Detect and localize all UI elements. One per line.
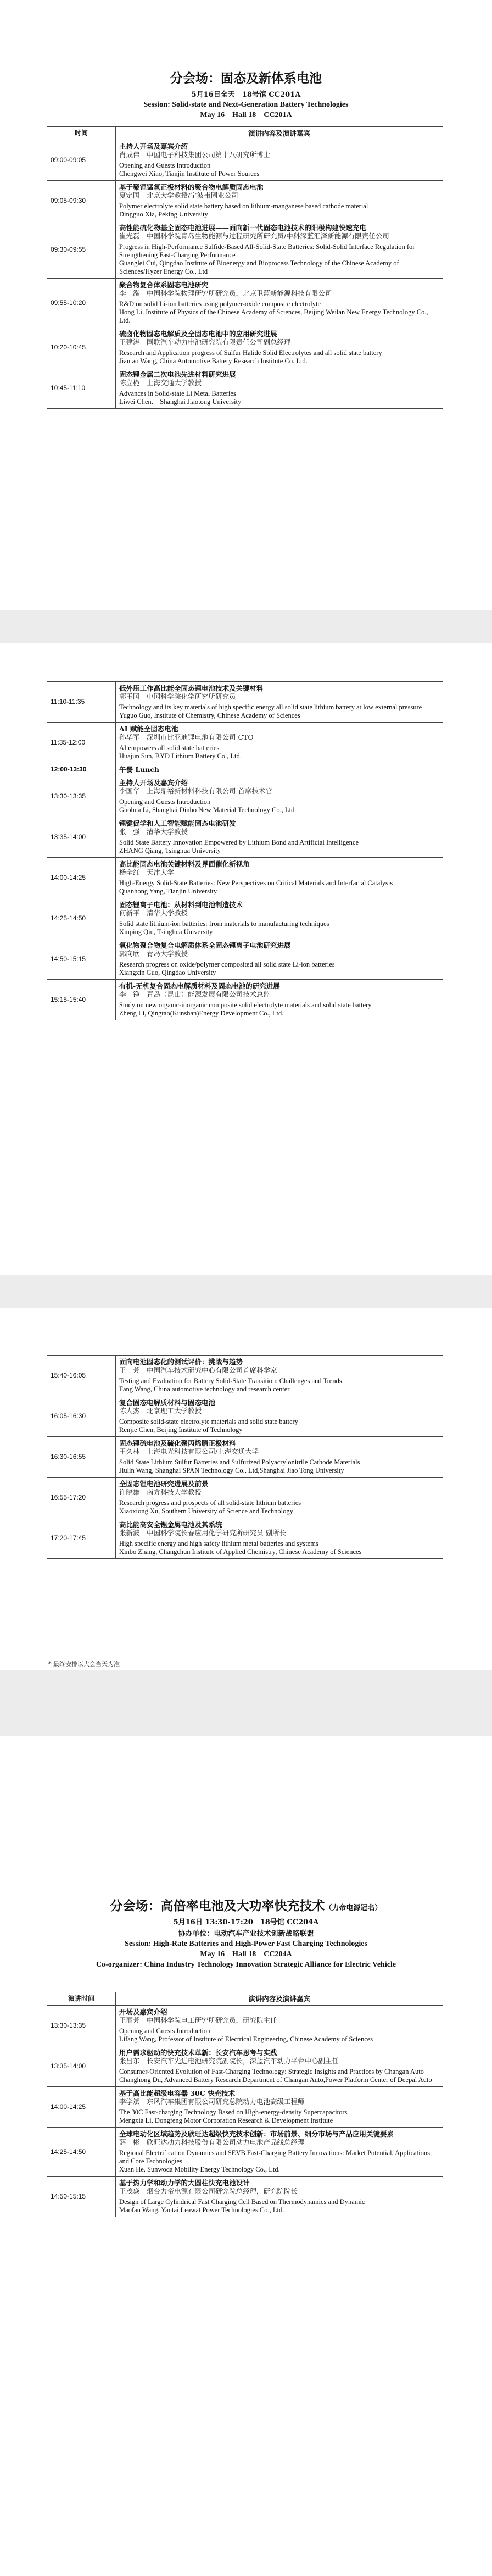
session1-date-en: May 16 Hall 18 CC201A bbox=[200, 111, 292, 119]
speaker-en: ZHANG Qiang, Tsinghua University bbox=[119, 847, 221, 854]
session-topic bbox=[116, 140, 443, 181]
page-1 bbox=[0, 0, 492, 610]
speaker-cn: 薛 彬 欣旺达动力科技股份有限公司动力电池产品线总经理 bbox=[119, 2138, 305, 2146]
talk-title-cn: 锂键促学和人工智能赋能固态电池研发 bbox=[119, 819, 236, 828]
session-topic bbox=[116, 327, 443, 368]
table-row bbox=[47, 2006, 443, 2046]
talk-en-block bbox=[119, 1540, 439, 1556]
talk-en-block bbox=[119, 2149, 439, 2174]
talk-title-cn: 基于高比能超级电容器 30C 快充技术 bbox=[119, 2089, 236, 2097]
session1-title-en: Session: Solid-state and Next-Generation Battery Technologies bbox=[143, 101, 349, 109]
session-time: 09:05-09:30 bbox=[47, 181, 116, 221]
table-row bbox=[47, 1518, 443, 1559]
session-topic bbox=[116, 817, 443, 858]
talk-title-cn: 高比能固态电池关键材料及界面催化新视角 bbox=[119, 860, 250, 868]
talk-en-block bbox=[119, 243, 439, 276]
talk-title-en: Opening and Guests Introduction bbox=[119, 798, 211, 806]
table-row bbox=[47, 1478, 443, 1518]
session-time: 13:30-13:35 bbox=[47, 2006, 116, 2046]
speaker-en: Xiangxin Guo, Qingdao University bbox=[119, 969, 216, 976]
table-row bbox=[47, 776, 443, 817]
talk-title-en: R&D on solid Li-ion batteries using polymer-oxide composite electrolyte bbox=[119, 300, 321, 308]
session-time: 13:35-14:00 bbox=[47, 817, 116, 858]
session-topic bbox=[116, 279, 443, 327]
speaker-en: Renjie Chen, Beijing Institute of Technology bbox=[119, 1426, 243, 1434]
session-time: 16:30-16:55 bbox=[47, 1437, 116, 1478]
speaker-en: Chengwei Xiao, Tianjin Institute of Power Sources bbox=[119, 170, 260, 177]
session-time: 14:00-14:25 bbox=[47, 858, 116, 898]
speaker-en: Huajun Sun, BYD Lithium Battery Co., Ltd. bbox=[119, 752, 242, 760]
table-row bbox=[47, 682, 443, 723]
table-row bbox=[47, 817, 443, 858]
talk-en-block bbox=[119, 961, 439, 977]
speaker-cn: 陈立桅 上海交通大学教授 bbox=[119, 379, 202, 387]
table-row bbox=[47, 723, 443, 763]
schedule-note: * 最终安排以大会当天为准 bbox=[48, 1661, 120, 1668]
speaker-en: Yuguo Guo, Institute of Chemistry, Chinese Academy of Sciences bbox=[119, 712, 300, 719]
speaker-en: Maofan Wang, Yantai Leawat Power Technologies Co., Ltd. bbox=[119, 2206, 284, 2214]
talk-title-cn: 基于热力学和动力学的大圆柱快充电池设计 bbox=[119, 2179, 250, 2187]
talk-title-en: Progress in High-Performance Sulfide-Based All-Solid-State Batteries: Solid-Solid Interface Regulation for Strengthening Fast-Charging Performance bbox=[119, 243, 415, 259]
session-topic bbox=[116, 2006, 443, 2046]
table-row bbox=[47, 898, 443, 939]
table-row bbox=[47, 368, 443, 409]
talk-en-block bbox=[119, 1418, 439, 1434]
speaker-en: Guanglei Cui, Qingdao Institute of Bioenergy and Bioprocess Technology of the Chinese Academy of Sciences/Hyzer Energy Co., Ltd bbox=[119, 259, 399, 275]
table-row bbox=[47, 939, 443, 980]
session-time: 14:25-14:50 bbox=[47, 898, 116, 939]
session-time: 14:50-15:15 bbox=[47, 2177, 116, 2217]
speaker-cn: 夏定国 北京大学教授/宁波韦固业公司 bbox=[119, 191, 238, 199]
table-row bbox=[47, 2177, 443, 2217]
speaker-en: Changhong Du, Advanced Battery Research Department of Changan Auto,Power Platform Center of Deepal Auto bbox=[119, 2076, 432, 2084]
talk-title-en: High specific energy and high safety lithium metal batteries and systems bbox=[119, 1540, 318, 1547]
speaker-en: Zheng Li, Qingtao(Kunshan)Energy Development Co., Ltd. bbox=[119, 1009, 284, 1017]
speaker-cn: 李国华 上海鼎裕新材料科技有限公司 首席技术官 bbox=[119, 787, 272, 795]
talk-title-cn: 硫卤化物固态电解质及全固态电池中的应用研究进展 bbox=[119, 330, 277, 338]
table-row bbox=[47, 2046, 443, 2087]
table-row bbox=[47, 181, 443, 221]
session-time: 10:45-11:10 bbox=[47, 368, 116, 409]
talk-title-cn: 全球电动化区域趋势及欣旺达超级快充技术创新：市场前景、细分市场与产品应用关键要素 bbox=[119, 2130, 394, 2138]
session-topic bbox=[116, 1356, 443, 1396]
talk-title-cn: 基于聚锂锰氧正极材料的聚合物电解质固态电池 bbox=[119, 183, 264, 191]
talk-title-cn: 面向电池固态化的测试评价：挑战与趋势 bbox=[119, 1358, 243, 1366]
talk-en-block bbox=[119, 1377, 439, 1394]
speaker-cn: 许晓雄 南方科技大学教授 bbox=[119, 1488, 202, 1496]
table-row bbox=[47, 327, 443, 368]
session-topic bbox=[116, 980, 443, 1020]
table-row bbox=[47, 140, 443, 181]
table-row bbox=[47, 279, 443, 327]
session-time: 09:55-10:20 bbox=[47, 279, 116, 327]
session-topic bbox=[116, 723, 443, 763]
session2-date-en: May 16 Hall 18 CC204A bbox=[200, 1950, 292, 1958]
talk-title-cn: AI 赋能全固态电池 bbox=[119, 725, 178, 733]
session-time: 11:35-12:00 bbox=[47, 723, 116, 763]
speaker-en: Xinbo Zhang, Changchun Institute of Applied Chemistry, Chinese Academy of Sciences bbox=[119, 1548, 362, 1556]
talk-title-cn: 主持人开场及嘉宾介绍 bbox=[119, 779, 188, 787]
table-header-row bbox=[47, 1992, 443, 2006]
talk-title-en: Advances in Solid-state Li Metal Batteries bbox=[119, 390, 236, 397]
speaker-cn: 肖成伟 中国电子科技集团公司第十八研究所博士 bbox=[119, 151, 271, 159]
speaker-cn: 张昌东 长安汽车先进电池研究院副院长，深蓝汽车动力平台中心副主任 bbox=[119, 2057, 339, 2065]
col-topic-header: 演讲内容及演讲嘉宾 bbox=[116, 1992, 443, 2006]
talk-title-cn: 固态锂离子电池：从材料到电池制造技术 bbox=[119, 901, 243, 909]
speaker-cn: 王建涛 国联汽车动力电池研究院有限责任公司副总经理 bbox=[119, 338, 291, 346]
speaker-cn: 李学斌 东风汽车集团有限公司研究总院动力电池高级工程师 bbox=[119, 2097, 305, 2106]
session-time: 14:00-14:25 bbox=[47, 2087, 116, 2128]
talk-en-block bbox=[119, 744, 439, 760]
table-row bbox=[47, 1437, 443, 1478]
talk-title-en: Opening and Guests Introduction bbox=[119, 162, 211, 169]
talk-en-block bbox=[119, 1001, 439, 1018]
talk-title-cn: 复合固态电解质材料与固态电池 bbox=[119, 1398, 216, 1407]
talk-title-cn: 低外压工作高比能全固态锂电池技术及关键材料 bbox=[119, 684, 264, 692]
speaker-cn: 孙华军 深圳市比亚迪锂电池有限公司 CTO bbox=[119, 733, 254, 741]
talk-en-block bbox=[119, 2027, 439, 2044]
col-time-header: 时间 bbox=[47, 127, 116, 140]
talk-title-en: Consumer-Oriented Evolution of Fast-Charging Technology: Strategic Insights and Practices by Changan Auto bbox=[119, 2068, 424, 2075]
session-topic bbox=[116, 776, 443, 817]
talk-title-en: Technology and its key materials of high specific energy all solid state lithium battery at low external pressure bbox=[119, 703, 422, 711]
session-time: 15:15-15:40 bbox=[47, 980, 116, 1020]
talk-title-cn: 开场及嘉宾介绍 bbox=[119, 2008, 167, 2016]
talk-title-en: The 30C Fast-charging Technology Based on High-energy-density Supercapacitors bbox=[119, 2108, 348, 2116]
talk-title-en: Opening and Guests Introduction bbox=[119, 2027, 211, 2035]
talk-en-block bbox=[119, 703, 439, 720]
page-4 bbox=[0, 1736, 492, 2576]
speaker-cn: 张新波 中国科学院长春应用化学研究所研究员 副所长 bbox=[119, 1529, 286, 1537]
speaker-en: Mengxia Li, Dongfeng Motor Corporation Research & Development Institute bbox=[119, 2117, 333, 2124]
table-row bbox=[47, 2128, 443, 2177]
table-row bbox=[47, 1356, 443, 1396]
talk-title-cn: 用户需求驱动的快充技术革新：长安汽车思考与实践 bbox=[119, 2048, 277, 2057]
session-time: 14:25-14:50 bbox=[47, 2128, 116, 2177]
talk-title-en: Research and Application progress of Sulfur Halide Solid Electrolytes and all solid state battery bbox=[119, 349, 382, 357]
talk-title-cn: 聚合物复合体系固态电池研究 bbox=[119, 281, 209, 289]
session2-coorg-en: Co-organizer: China Industry Technology Innovation Strategic Alliance for Electric Vehicle bbox=[96, 1961, 396, 1969]
speaker-cn: 李 泓 中国科学院物理研究所研究员，北京卫蓝新能源科技有限公司 bbox=[119, 289, 332, 297]
session-topic bbox=[116, 898, 443, 939]
session1-schedule-table-part1 bbox=[47, 126, 443, 409]
talk-en-block bbox=[119, 390, 439, 406]
talk-title-en: Solid State Lithium Sulfur Batteries and Sulfurized Polyacrylonitrile Cathode Materials bbox=[119, 1458, 360, 1466]
session2-title-text: 分会场：高倍率电池及大功率快充技术 bbox=[110, 1898, 325, 1913]
session-topic bbox=[116, 368, 443, 409]
session2-coorg-cn: 协办单位：电动汽车产业技术创新战略联盟 bbox=[178, 1930, 314, 1938]
speaker-cn: 郭玉国 中国科学院化学研究所研究员 bbox=[119, 692, 236, 701]
session-time: 17:20-17:45 bbox=[47, 1518, 116, 1559]
session-topic bbox=[116, 1478, 443, 1518]
session-time: 15:40-16:05 bbox=[47, 1356, 116, 1396]
page-3 bbox=[0, 1308, 492, 1670]
session-topic bbox=[116, 1396, 443, 1437]
speaker-cn: 张 强 清华大学教授 bbox=[119, 828, 188, 836]
table-header-row bbox=[47, 127, 443, 140]
session-topic bbox=[116, 2128, 443, 2177]
talk-title-cn: 氧化物聚合物复合电解质体系全固态锂离子电池研究进展 bbox=[119, 941, 291, 950]
session2-title-tag: （力帝电源冠名） bbox=[325, 1904, 382, 1912]
talk-en-block bbox=[119, 2198, 439, 2214]
talk-title-en: High-Energy Solid-State Batteries: New Perspectives on Critical Materials and Interfacial Catalysis bbox=[119, 879, 393, 887]
speaker-en: Jiulin Wang, Shanghai SPAN Technology Co., Ltd,Shanghai Jiao Tong University bbox=[119, 1467, 344, 1474]
talk-title-cn: 全固态锂电池研究进展及前景 bbox=[119, 1480, 209, 1488]
talk-title-cn: 高比能高安全锂金属电池及其系统 bbox=[119, 1520, 222, 1529]
speaker-en: Fang Wang, China automotive technology and research center bbox=[119, 1385, 290, 1393]
talk-en-block bbox=[119, 1499, 439, 1515]
session2-date-cn: 5月16日 13:30-17:20 18号馆 CC204A bbox=[173, 1918, 319, 1927]
session1-schedule-table-part3 bbox=[47, 1355, 443, 1559]
page-gap-3 bbox=[0, 1670, 492, 1736]
talk-en-block bbox=[119, 300, 439, 325]
talk-title-en: Polymer electrolyte solid state battery based on lithium-manganese based cathode material bbox=[119, 202, 368, 210]
talk-title-en: Design of Large Cylindrical Fast Charging Cell Based on Thermodynamics and Dynamic bbox=[119, 2198, 365, 2206]
session-topic bbox=[116, 939, 443, 980]
session-topic bbox=[116, 2087, 443, 2128]
talk-title-en: AI empowers all solid state batteries bbox=[119, 744, 220, 752]
speaker-en: Xinping Qiu, Tsinghua University bbox=[119, 928, 213, 936]
table-row bbox=[47, 858, 443, 898]
speaker-cn: 郭向欣 青岛大学教授 bbox=[119, 950, 188, 958]
speaker-cn: 王久林 上海电光科技有限公司/上海交通大学 bbox=[119, 1447, 259, 1456]
talk-en-block bbox=[119, 839, 439, 855]
session-topic bbox=[116, 181, 443, 221]
session2-header bbox=[0, 1896, 492, 1970]
col-time-header: 演讲时间 bbox=[47, 1992, 116, 2006]
session-time: 16:55-17:20 bbox=[47, 1478, 116, 1518]
speaker-en: Liwei Chen, Shanghai Jiaotong University bbox=[119, 398, 242, 406]
table-row bbox=[47, 2087, 443, 2128]
session1-header bbox=[0, 68, 492, 121]
page-gap-2 bbox=[0, 1275, 492, 1308]
talk-title-en: Research progress on oxide/polymer composited all solid state Li-ion batteries bbox=[119, 961, 335, 968]
speaker-en: Xiaoxiong Xu, Southern University of Science and Technology bbox=[119, 1507, 293, 1515]
talk-title-cn: 高性能硫化物基全固态电池进展——面向新一代固态电池技术的阳极构建快速充电 bbox=[119, 224, 367, 232]
session-time: 16:05-16:30 bbox=[47, 1396, 116, 1437]
speaker-cn: 王丽芳 中国科学院电工研究所研究员，研究院主任 bbox=[119, 2016, 277, 2024]
session-topic bbox=[116, 682, 443, 723]
session1-date-cn: 5月16日全天 18号馆 CC201A bbox=[191, 91, 301, 99]
session-time: 13:35-14:00 bbox=[47, 2046, 116, 2087]
speaker-en: Hong Li, Institute of Physics of the Chinese Academy of Sciences, Beijing Weilan New Energy Technology Co., Ltd. bbox=[119, 308, 428, 324]
speaker-en: Jiantao Wang, China Automotive Battery Research Institute Co. Ltd. bbox=[119, 357, 308, 365]
talk-title-cn: 固态锂硫电池及硫化聚丙烯腈正极材料 bbox=[119, 1439, 236, 1447]
session-time: 11:10-11:35 bbox=[47, 682, 116, 723]
speaker-cn: 王 芳 中国汽车技术研究中心有限公司首席科学家 bbox=[119, 1366, 277, 1374]
session1-schedule-table-part2 bbox=[47, 681, 443, 1020]
table-row bbox=[47, 763, 443, 776]
talk-en-block bbox=[119, 798, 439, 814]
talk-en-block bbox=[119, 1458, 439, 1475]
session2-title-en: Session: High-Rate Batteries and High-Power Fast Charging Technologies bbox=[125, 1940, 367, 1948]
session-topic bbox=[116, 2177, 443, 2217]
speaker-en: Lifang Wang, Professor of Institute of Electrical Engineering, Chinese Academy of Sciences bbox=[119, 2035, 373, 2043]
session-topic bbox=[116, 1518, 443, 1559]
talk-title-cn: 固态锂金属二次电池先进材料研究进展 bbox=[119, 370, 236, 379]
session-topic bbox=[116, 1437, 443, 1478]
talk-en-block bbox=[119, 202, 439, 219]
talk-title-en: Testing and Evaluation for Battery Solid-State Transition: Challenges and Trends bbox=[119, 1377, 342, 1385]
speaker-cn: 何新平 清华大学教授 bbox=[119, 909, 188, 917]
session-topic bbox=[116, 221, 443, 279]
talk-title-en: Solid State Battery Innovation Empowered by Lithium Bond and Artificial Intelligence bbox=[119, 839, 359, 846]
session-time: 13:30-13:35 bbox=[47, 776, 116, 817]
talk-title-en: Research progress and prospects of all solid-state lithium batteries bbox=[119, 1499, 301, 1507]
session-topic bbox=[116, 858, 443, 898]
talk-title-en: Composite solid-state electrolyte materials and solid state battery bbox=[119, 1418, 298, 1425]
speaker-cn: 王茂焱 烟台力帝电源有限公司研究院总经理，研究院院长 bbox=[119, 2187, 298, 2195]
table-row bbox=[47, 1396, 443, 1437]
speaker-en: Guohua Li, Shanghai Dinho New Material Technology Co., Ltd bbox=[119, 806, 295, 814]
talk-title-en: Regional Electrification Dynamics and SEVB Fast-Charging Battery Innovations: Market Potential, Applications, and Core Technologies bbox=[119, 2149, 432, 2165]
talk-title-en: Study on new organic-inorganic composite solid electrolyte materials and solid state battery bbox=[119, 1001, 372, 1009]
table-row bbox=[47, 980, 443, 1020]
session-time: 09:30-09:55 bbox=[47, 221, 116, 279]
talk-title-cn: 有机-无机复合固态电解质材料及固态电池的研究进展 bbox=[119, 982, 280, 990]
session-time: 14:50-15:15 bbox=[47, 939, 116, 980]
speaker-en: Dingguo Xia, Peking University bbox=[119, 210, 208, 218]
speaker-cn: 崔光磊 中国科学院青岛生物能源与过程研究所研究员/中科深蓝汇泽新能源有限责任公司 bbox=[119, 232, 389, 240]
session2-title-cn bbox=[0, 1896, 492, 1914]
talk-en-block bbox=[119, 920, 439, 936]
session-time: 09:00-09:05 bbox=[47, 140, 116, 181]
session-topic bbox=[116, 763, 443, 776]
speaker-cn: 杨全红 天津大学 bbox=[119, 868, 175, 876]
speaker-cn: 李 铮 青岛（昆山）能源发展有限公司技术总监 bbox=[119, 990, 271, 998]
speaker-en: Xuan He, Sunwoda Mobility Energy Technology Co., Ltd. bbox=[119, 2166, 280, 2173]
talk-en-block bbox=[119, 349, 439, 365]
session2-schedule-table bbox=[47, 1992, 443, 2217]
session-time: 12:00-13:30 bbox=[47, 763, 116, 776]
session1-title-cn: 分会场：固态及新体系电池 bbox=[170, 71, 322, 86]
talk-en-block bbox=[119, 879, 439, 896]
page-gap-1 bbox=[0, 610, 492, 643]
page-2 bbox=[0, 643, 492, 1275]
talk-title-en: Solid state lithium-ion batteries: from materials to manufacturing techniques bbox=[119, 920, 329, 928]
lunch-label: 午餐 Lunch bbox=[119, 765, 160, 774]
talk-en-block bbox=[119, 162, 439, 178]
talk-en-block bbox=[119, 2108, 439, 2125]
session-topic bbox=[116, 2046, 443, 2087]
speaker-cn: 陈人杰 北京理工大学教授 bbox=[119, 1407, 202, 1415]
talk-title-cn: 主持人开场及嘉宾介绍 bbox=[119, 142, 188, 151]
talk-en-block bbox=[119, 2068, 439, 2084]
session-time: 10:20-10:45 bbox=[47, 327, 116, 368]
col-topic-header: 演讲内容及演讲嘉宾 bbox=[116, 127, 443, 140]
speaker-en: Quanhong Yang, Tianjin University bbox=[119, 887, 217, 895]
table-row bbox=[47, 221, 443, 279]
